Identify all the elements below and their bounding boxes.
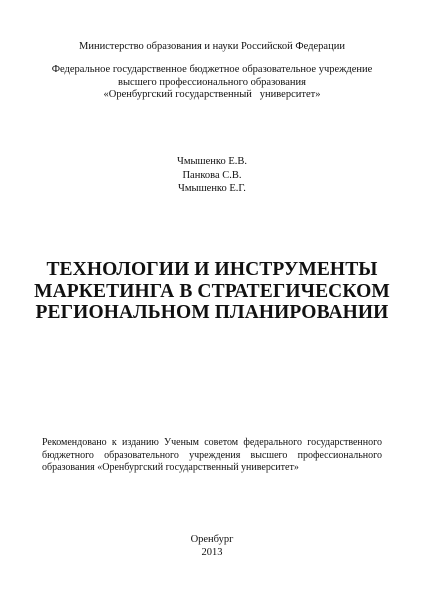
imprint-year: 2013 xyxy=(201,547,223,558)
imprint xyxy=(0,533,424,559)
author-name: Чмышенко Е.Г. xyxy=(178,183,246,194)
recommendation-line: образования «Оренбургский государственный университет» xyxy=(42,462,299,473)
ministry-name xyxy=(0,40,424,53)
institution-name xyxy=(0,64,424,102)
institution-line: высшего профессионального образования xyxy=(118,76,306,88)
institution-line: «Оренбургский государственный университет» xyxy=(103,89,321,100)
title-line: МАРКЕТИНГА В СТРАТЕГИЧЕСКОМ xyxy=(34,280,390,302)
recommendation-line: Рекомендовано к изданию Ученым советом федерального государственного xyxy=(42,437,382,448)
title-line: РЕГИОНАЛЬНОМ ПЛАНИРОВАНИИ xyxy=(35,302,389,323)
imprint-city: Оренбург xyxy=(190,534,234,545)
book-title xyxy=(0,259,424,324)
author-list xyxy=(0,155,424,196)
author-name: Чмышенко Е.В. xyxy=(177,156,247,167)
publication-recommendation xyxy=(42,437,382,475)
institution-line: Федеральное государственное бюджетное образовательное учреждение xyxy=(51,64,373,75)
author-name: Панкова С.В. xyxy=(182,169,242,181)
recommendation-line: бюджетного образовательного учреждения высшего профессионального xyxy=(42,449,382,461)
ministry-text: Министерство образования и науки Российской Федерации xyxy=(79,41,345,52)
title-line: ТЕХНОЛОГИИ И ИНСТРУМЕНТЫ xyxy=(46,259,378,280)
